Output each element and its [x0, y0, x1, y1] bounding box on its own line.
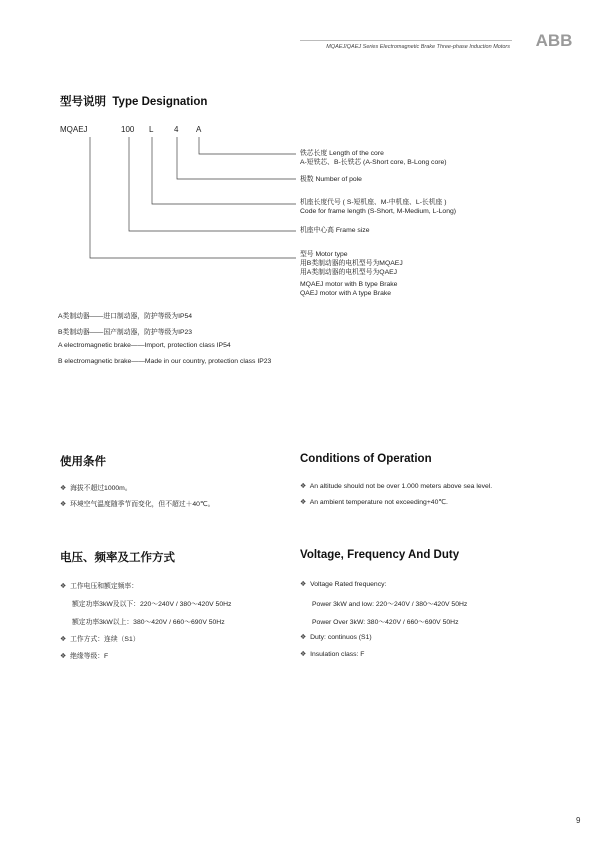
voltage-heading-cn: 电压、频率及工作方式 — [60, 552, 175, 564]
diamond-bullet-icon: ❖ — [300, 634, 307, 641]
list-item-text: 额定功率3kW及以下：220～240V / 380～420V 50Hz — [72, 601, 232, 608]
page-number: 9 — [576, 816, 581, 825]
label-line: 极数 Number of pole — [300, 176, 362, 183]
diamond-bullet-icon: ❖ — [60, 653, 67, 660]
label-frame-size — [300, 226, 370, 235]
conditions-heading-en: Conditions of Operation — [300, 453, 432, 465]
leader-core — [199, 137, 296, 154]
code-part-poles: 4 — [174, 125, 179, 134]
header-title: MQAEJ/QAEJ Series Electromagnetic Brake Three-phase Induction Motors — [326, 44, 510, 50]
list-item — [312, 598, 467, 608]
label-number-of-pole — [300, 175, 362, 184]
list-item — [300, 633, 372, 641]
list-item-text: Power 3kW and low: 220～240V / 380～420V 50Hz — [312, 601, 468, 608]
abb-logo-text: ABB — [535, 31, 573, 49]
code-part-frame-length: L — [149, 125, 154, 134]
list-item-text: Duty: continuos (S1) — [310, 634, 372, 641]
list-item-text: 额定功率3kW以上：380～420V / 660～690V 50Hz — [72, 619, 225, 626]
heading-en: Type Designation — [112, 96, 208, 108]
diamond-bullet-icon: ❖ — [60, 636, 67, 643]
list-item-text: 绝缘等级：F — [70, 653, 109, 660]
diamond-bullet-icon: ❖ — [60, 485, 67, 492]
label-line: Code for frame length (S-Short, M-Medium, L-Long) — [300, 208, 457, 215]
brake-note: A类制动器——进口制动器，防护等级为IP54 — [58, 313, 193, 320]
list-item — [300, 580, 386, 588]
conditions-heading-cn: 使用条件 — [60, 456, 106, 468]
leader-frame-length — [152, 137, 296, 204]
brake-note: A electromagnetic brake——Import, protection class IP54 — [58, 342, 231, 349]
list-item-text: 工作方式：连续（S1） — [70, 636, 140, 643]
code-part-core: A — [196, 125, 202, 134]
list-item-text: 工作电压和额定频率： — [70, 583, 139, 590]
leader-frame-size — [129, 137, 296, 231]
code-part-frame-size: 100 — [121, 125, 135, 134]
label-line: 用A类制动器的电机型号为QAEJ — [300, 269, 398, 276]
list-item — [300, 482, 492, 490]
label-line: MQAEJ motor with B type Brake — [300, 281, 398, 288]
list-item-text: An ambient temperature not exceeding+40℃. — [309, 499, 448, 506]
voltage-heading-en: Voltage, Frequency And Duty — [300, 549, 460, 561]
list-item — [300, 498, 448, 506]
list-item-text: Power Over 3kW: 380～420V / 660～690V 50Hz — [312, 619, 459, 626]
diamond-bullet-icon: ❖ — [300, 651, 307, 658]
leader-poles — [177, 137, 296, 179]
label-motor-type — [300, 250, 403, 298]
label-line: 机座长度代号 ( S-短机座、M-中机座、L-长机座 ) — [300, 199, 447, 206]
list-item-text: Insulation class: F — [310, 651, 365, 658]
label-line: A-短铁芯、B-长铁芯 (A-Short core, B-Long core) — [300, 159, 447, 166]
label-line: 用B类制动器的电机型号为MQAEJ — [300, 260, 403, 267]
diamond-bullet-icon: ❖ — [300, 581, 307, 588]
list-item — [72, 598, 231, 608]
list-item — [60, 498, 214, 508]
leader-model — [90, 137, 296, 258]
list-item — [60, 633, 140, 643]
label-line: 型号 Motor type — [300, 251, 348, 258]
heading-cn: 型号说明 — [60, 96, 106, 108]
list-item-text: 环境空气温度随季节而变化，但不超过＋40℃。 — [70, 501, 215, 508]
list-item-text: Voltage Rated frequency: — [310, 581, 387, 588]
list-item — [60, 580, 138, 590]
label-line: QAEJ motor with A type Brake — [300, 290, 392, 297]
label-line: 铁芯长度 Length of the core — [300, 150, 384, 157]
label-core-length — [300, 149, 447, 167]
list-item-text: 海拔不超过1000m。 — [70, 485, 132, 492]
list-item-text: An altitude should not be over 1.000 meters above sea level. — [309, 483, 493, 490]
list-item — [300, 650, 364, 658]
label-line: 机座中心高 Frame size — [300, 227, 370, 234]
diamond-bullet-icon: ❖ — [300, 499, 307, 506]
diamond-bullet-icon: ❖ — [300, 483, 307, 490]
brake-note: B类制动器——国产制动器，防护等级为IP23 — [58, 329, 193, 336]
label-frame-length — [300, 198, 456, 216]
brake-note: B electromagnetic brake——Made in our country, protection class IP23 — [58, 358, 272, 365]
list-item — [72, 616, 225, 626]
list-item — [60, 482, 132, 492]
code-part-model: MQAEJ — [60, 125, 88, 134]
list-item — [60, 650, 108, 660]
list-item — [312, 616, 458, 626]
diamond-bullet-icon: ❖ — [60, 583, 67, 590]
diamond-bullet-icon: ❖ — [60, 501, 67, 508]
